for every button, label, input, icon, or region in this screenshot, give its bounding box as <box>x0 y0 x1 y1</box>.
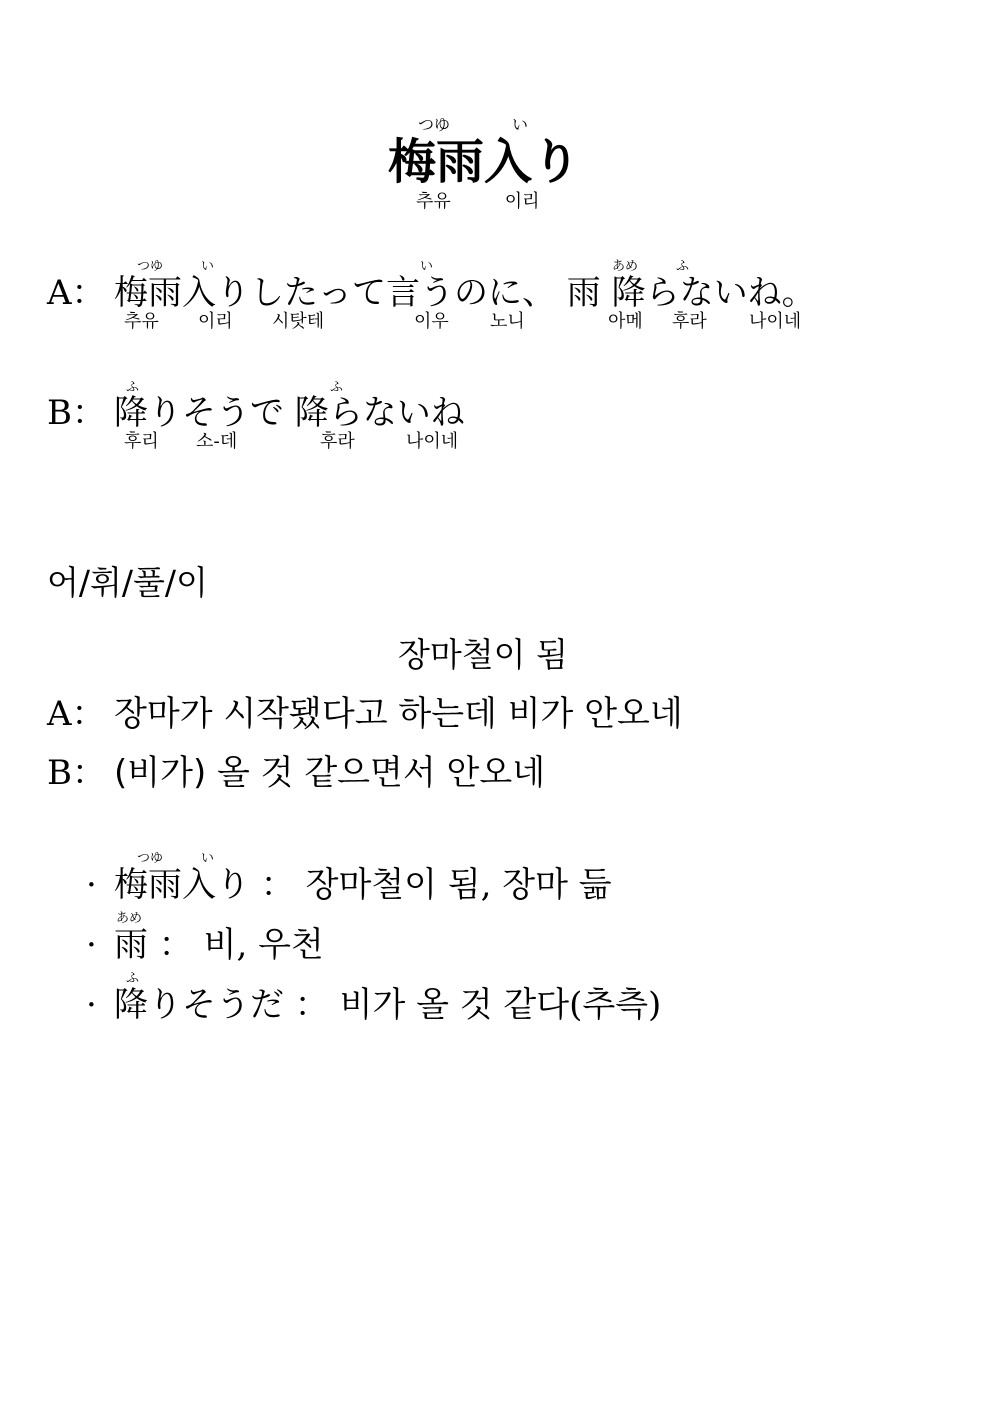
b-ruby-1: ふ <box>126 380 140 395</box>
title-ruby-tsuyu: つゆ <box>418 115 451 134</box>
item2-bullet: · <box>86 925 97 965</box>
title-reading: 추유 이리 <box>416 191 540 212</box>
translation-a-speaker: A： <box>47 694 106 734</box>
b-reading-4: 나이네 <box>406 431 459 452</box>
translation-b-speaker: B： <box>47 753 106 793</box>
a-reading-8: 나이네 <box>749 311 802 332</box>
vocab-item-1: 梅雨入り ： 장마철이 됨, 장마 듦 <box>114 865 612 905</box>
dialogue-b-text: 降りそうで 降らないね <box>114 393 465 433</box>
b-ruby-2: ふ <box>330 380 344 395</box>
dialogue-b-speaker: B： <box>47 393 106 433</box>
a-reading-7: 후라 <box>672 311 707 332</box>
item3-ruby-1: ふ <box>126 971 140 986</box>
dialogue-a-text: 梅雨入りしたって言うのに、 雨 降らないね。 <box>114 273 816 313</box>
a-ruby-2: い <box>201 259 215 274</box>
item2-ruby-1: あめ <box>116 911 143 926</box>
a-reading-1: 추유 <box>124 311 159 332</box>
translation-b-text: (비가) 올 것 같으면서 안오네 <box>114 753 546 793</box>
a-reading-5: 노니 <box>490 311 525 332</box>
page-title: 梅雨入り <box>388 134 581 190</box>
item1-bullet: · <box>86 865 97 905</box>
a-ruby-3: い <box>420 259 434 274</box>
b-reading-2: 소-데 <box>196 431 238 452</box>
dialogue-a-speaker: A： <box>47 273 106 313</box>
a-ruby-5: ふ <box>676 259 690 274</box>
vocab-item-2: 雨 ： 비, 우천 <box>114 925 324 965</box>
a-reading-4: 이우 <box>414 311 449 332</box>
translation-a-text: 장마가 시작됐다고 하는데 비가 안오네 <box>114 694 683 734</box>
vocab-item-3: 降りそうだ ： 비가 올 것 같다(추측) <box>114 985 662 1025</box>
item1-ruby-2: い <box>201 851 215 866</box>
a-reading-2: 이리 <box>198 311 233 332</box>
vocab-heading: 어/휘/풀/이 <box>47 563 208 602</box>
item3-bullet: · <box>86 985 97 1025</box>
a-reading-3: 시탓테 <box>272 311 325 332</box>
vocab-title: 장마철이 됨 <box>398 635 568 674</box>
a-reading-6: 아메 <box>608 311 643 332</box>
title-ruby-i: い <box>512 115 529 134</box>
b-reading-3: 후라 <box>320 431 355 452</box>
b-reading-1: 후리 <box>124 431 159 452</box>
a-ruby-1: つゆ <box>137 259 164 274</box>
item1-ruby-1: つゆ <box>137 851 164 866</box>
a-ruby-4: あめ <box>612 259 639 274</box>
